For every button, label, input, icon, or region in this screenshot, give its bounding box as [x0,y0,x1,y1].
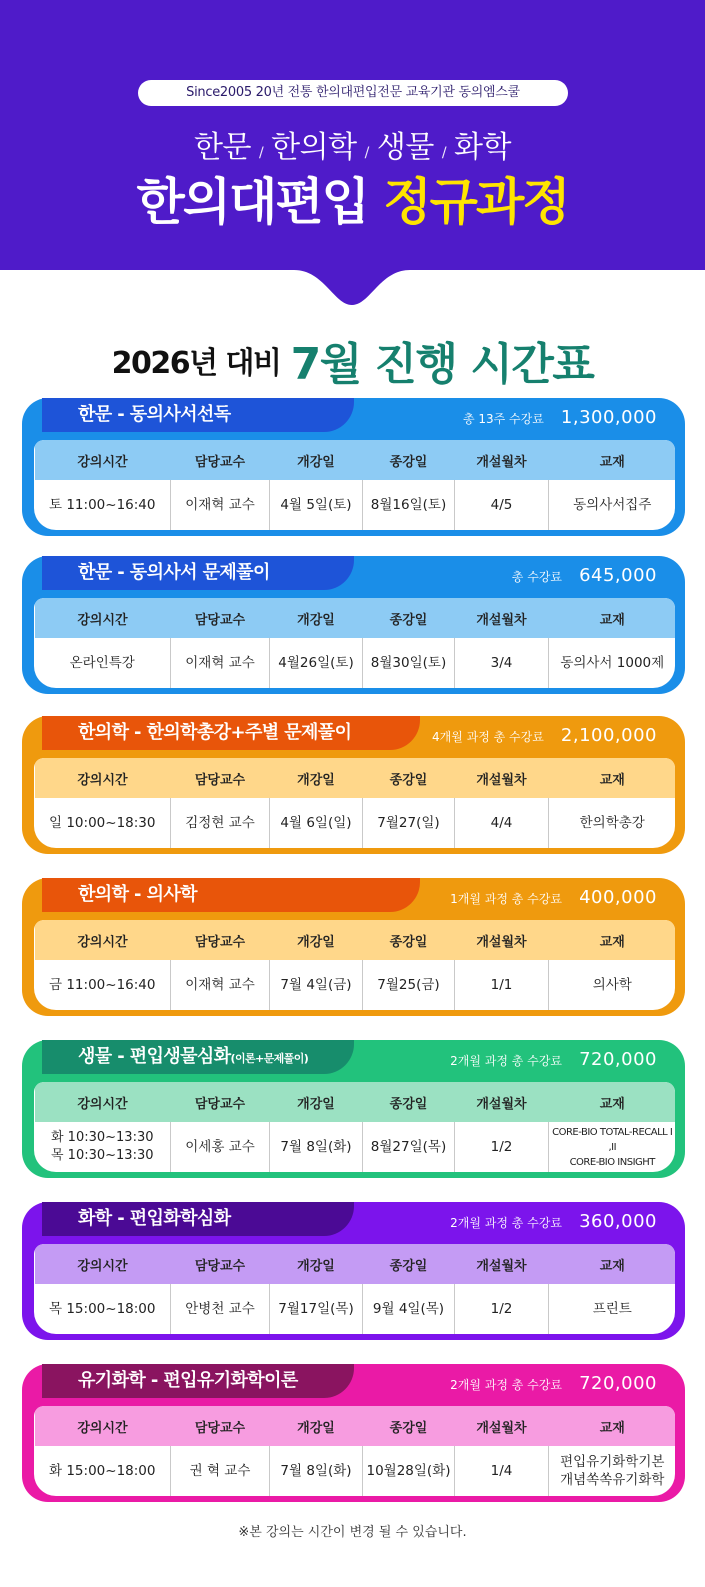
table-row [35,1122,676,1172]
book-line-1: 동의사서집주 [573,497,652,513]
price-label: 총 수강료 [511,570,562,584]
course-name-tab [42,1364,354,1398]
cell-month: 4/5 [455,480,549,530]
col-header-time: 강의시간 [77,612,128,628]
col-header-start: 개강일 [297,1096,335,1112]
schedule-table [34,758,675,848]
subject-hanmun: 한문 [193,130,251,165]
course-name-tab [42,1040,354,1074]
col-header-start: 개강일 [297,1420,335,1436]
table-header-row [35,598,676,638]
cell-professor: 이재혁 교수 [171,480,270,530]
course-name: 유기화학 - 편입유기화학이론 [78,1370,298,1391]
cell-end-date: 10월28일(화) [363,1446,455,1496]
col-header-start: 개강일 [297,612,335,628]
cell-professor: 권 혁 교수 [171,1446,270,1496]
footnote: ※본 강의는 시간이 변경 될 수 있습니다. [238,1525,467,1540]
col-header-end: 종강일 [389,612,428,628]
cell-month: 1/2 [455,1122,549,1172]
time-line-1: 토 11:00~16:40 [49,497,156,513]
col-header-end: 종강일 [389,934,428,950]
course-price [432,716,657,756]
col-header-book: 교재 [599,612,625,628]
time-line-2: 목 10:30~13:30 [50,1148,154,1163]
time-line-1: 금 11:00~16:40 [49,977,156,993]
table-header-row [35,1406,676,1446]
course-card [22,716,685,854]
schedule-table [34,920,675,1010]
price-label: 2개월 과정 총 수강료 [450,1216,562,1230]
col-header-month: 개설월차 [476,934,527,950]
col-header-end: 종강일 [389,1258,428,1274]
cell-book [549,480,676,530]
col-header-end: 종강일 [389,454,428,470]
subject-list [0,122,705,166]
cell-start-date: 7월17일(목) [270,1284,363,1334]
course-card [22,1040,685,1178]
col-header-month: 개설월차 [476,612,527,628]
course-name: 한의학 - 한의학총강+주별 문제풀이 [78,722,352,743]
col-header-time: 강의시간 [77,934,128,950]
col-header-professor: 담당교수 [194,934,246,950]
table-header-row [35,1082,676,1122]
price-label: 2개월 과정 총 수강료 [450,1054,562,1068]
schedule-table [34,1244,675,1334]
course-card [22,1364,685,1502]
course-price [450,1040,657,1080]
col-header-start: 개강일 [297,772,335,788]
col-header-professor: 담당교수 [194,1420,246,1436]
subject-hanuihak: 한의학 [271,130,357,165]
course-name: 생물 - 편입생물심화 [78,1046,231,1067]
price-amount: 2,100,000 [560,725,657,746]
time-line-1: 화 15:00~18:00 [49,1463,156,1479]
cell-month: 3/4 [455,638,549,688]
course-price [450,878,657,918]
book-line-1: 프린트 [592,1301,632,1317]
book-line-1: 편입유기화학기본 [560,1454,665,1470]
col-header-professor: 담당교수 [194,1096,246,1112]
cell-time [35,960,171,1010]
table-row [35,798,676,848]
book-line-1: 의사학 [592,977,632,993]
table-row [35,1284,676,1334]
subject-separator: / [258,145,264,161]
page-title-main: 7월 진행 시간표 [290,339,594,390]
hero-banner [0,0,705,310]
col-header-book: 교재 [599,1420,625,1436]
time-line-1: 일 10:00~18:30 [49,815,156,831]
cell-time [35,1284,171,1334]
col-header-time: 강의시간 [77,1096,128,1112]
headline-accent: 정규과정 [383,173,569,231]
col-header-time: 강의시간 [77,1258,128,1274]
col-header-time: 강의시간 [77,772,128,788]
price-label: 총 13주 수강료 [462,412,544,426]
cell-month: 4/4 [455,798,549,848]
col-header-month: 개설월차 [476,1096,527,1112]
course-name-tab [42,878,420,912]
course-price [450,1202,657,1242]
col-header-month: 개설월차 [476,454,527,470]
cell-time [35,798,171,848]
cell-end-date: 8월30일(토) [363,638,455,688]
col-header-professor: 담당교수 [194,454,246,470]
col-header-month: 개설월차 [476,1420,527,1436]
price-amount: 400,000 [579,887,657,908]
book-line-1: CORE-BIO TOTAL-RECALL I ,II [552,1126,673,1153]
table-header-row [35,440,676,480]
cell-book [549,1122,676,1172]
cell-professor: 이재혁 교수 [171,960,270,1010]
cell-end-date: 8월16일(토) [363,480,455,530]
col-header-start: 개강일 [297,934,335,950]
col-header-start: 개강일 [297,1258,335,1274]
cell-book [549,638,676,688]
price-label: 2개월 과정 총 수강료 [450,1378,562,1392]
col-header-book: 교재 [599,934,625,950]
course-name: 한문 - 동의사서선독 [78,404,231,425]
cell-time [35,638,171,688]
col-header-month: 개설월차 [476,772,527,788]
col-header-end: 종강일 [389,1096,428,1112]
course-card [22,1202,685,1340]
schedule-table [34,1406,675,1496]
time-line-1: 목 15:00~18:00 [49,1301,156,1317]
course-name: 한문 - 동의사서 문제풀이 [78,562,270,583]
since-badge: Since2005 20년 전통 한의대편입전문 교육기관 동의엠스쿨 [138,80,568,106]
course-name-tab [42,716,420,750]
cell-time [35,480,171,530]
subject-chemistry: 화학 [454,130,511,165]
col-header-professor: 담당교수 [194,1258,246,1274]
course-card [22,556,685,694]
col-header-end: 종강일 [389,772,428,788]
cell-start-date: 7월 8일(화) [270,1122,363,1172]
course-price [512,556,657,596]
cell-end-date: 7월27(일) [363,798,455,848]
col-header-professor: 담당교수 [194,772,246,788]
table-header-row [35,1244,676,1284]
col-header-month: 개설월차 [476,1258,527,1274]
cell-start-date: 4월 6일(일) [270,798,363,848]
subject-separator: / [441,145,447,161]
cell-book [549,1284,676,1334]
cell-time [35,1122,171,1172]
col-header-end: 종강일 [389,1420,428,1436]
cell-start-date: 4월 5일(토) [270,480,363,530]
cell-professor: 이세홍 교수 [171,1122,270,1172]
time-line-1: 화 10:30~13:30 [50,1130,154,1145]
schedule-table [34,598,675,688]
col-header-professor: 담당교수 [194,612,246,628]
cell-end-date: 9월 4일(목) [363,1284,455,1334]
table-row [35,480,676,530]
cell-book [549,960,676,1010]
price-amount: 360,000 [579,1211,657,1232]
book-line-2: 개념쏙쏙유기화학 [560,1472,665,1488]
table-header-row [35,758,676,798]
price-amount: 1,300,000 [560,407,657,428]
page-title [0,328,705,392]
course-name: 화학 - 편입화학심화 [78,1208,231,1229]
cell-start-date: 7월 4일(금) [270,960,363,1010]
col-header-book: 교재 [599,772,625,788]
price-label: 4개월 과정 총 수강료 [431,730,544,744]
col-header-book: 교재 [599,1096,625,1112]
table-header-row [35,920,676,960]
table-row [35,638,676,688]
book-line-2: CORE-BIO INSIGHT [569,1156,655,1168]
book-line-1: 동의사서 1000제 [560,655,665,671]
cell-book [549,798,676,848]
hero-headline [0,162,705,234]
table-row [35,960,676,1010]
cell-end-date: 8월27일(목) [363,1122,455,1172]
price-amount: 645,000 [579,565,657,586]
course-name-note: (이론+문제풀이) [230,1052,309,1065]
course-name: 한의학 - 의사학 [78,884,197,905]
page-title-prefix: 2026년 대비 [111,346,281,381]
subject-biology: 생물 [376,130,434,165]
course-card [22,398,685,536]
col-header-time: 강의시간 [77,454,128,470]
cell-start-date: 4월26일(토) [270,638,363,688]
cell-time [35,1446,171,1496]
cell-professor: 안병천 교수 [171,1284,270,1334]
col-header-time: 강의시간 [77,1420,128,1436]
subject-separator: / [364,145,369,161]
book-line-1: 한의학총강 [579,815,645,831]
course-name-tab [42,398,354,432]
course-price [463,398,657,438]
price-amount: 720,000 [579,1373,657,1394]
schedule-table [34,440,675,530]
col-header-book: 교재 [599,454,625,470]
course-name-tab [42,1202,354,1236]
price-amount: 720,000 [579,1049,657,1070]
course-card [22,878,685,1016]
cell-month: 1/2 [455,1284,549,1334]
course-name-tab [42,556,354,590]
col-header-book: 교재 [599,1258,625,1274]
col-header-start: 개강일 [297,454,335,470]
cell-professor: 이재혁 교수 [171,638,270,688]
course-price [450,1364,657,1404]
headline-main: 한의대편입 [136,173,368,231]
cell-end-date: 7월25(금) [363,960,455,1010]
cell-start-date: 7월 8일(화) [270,1446,363,1496]
price-label: 1개월 과정 총 수강료 [450,892,562,906]
time-line-1: 온라인특강 [69,655,135,671]
cell-book [549,1446,676,1496]
cell-month: 1/4 [455,1446,549,1496]
cell-month: 1/1 [455,960,549,1010]
schedule-table [34,1082,675,1172]
cell-professor: 김정현 교수 [171,798,270,848]
table-row [35,1446,676,1496]
